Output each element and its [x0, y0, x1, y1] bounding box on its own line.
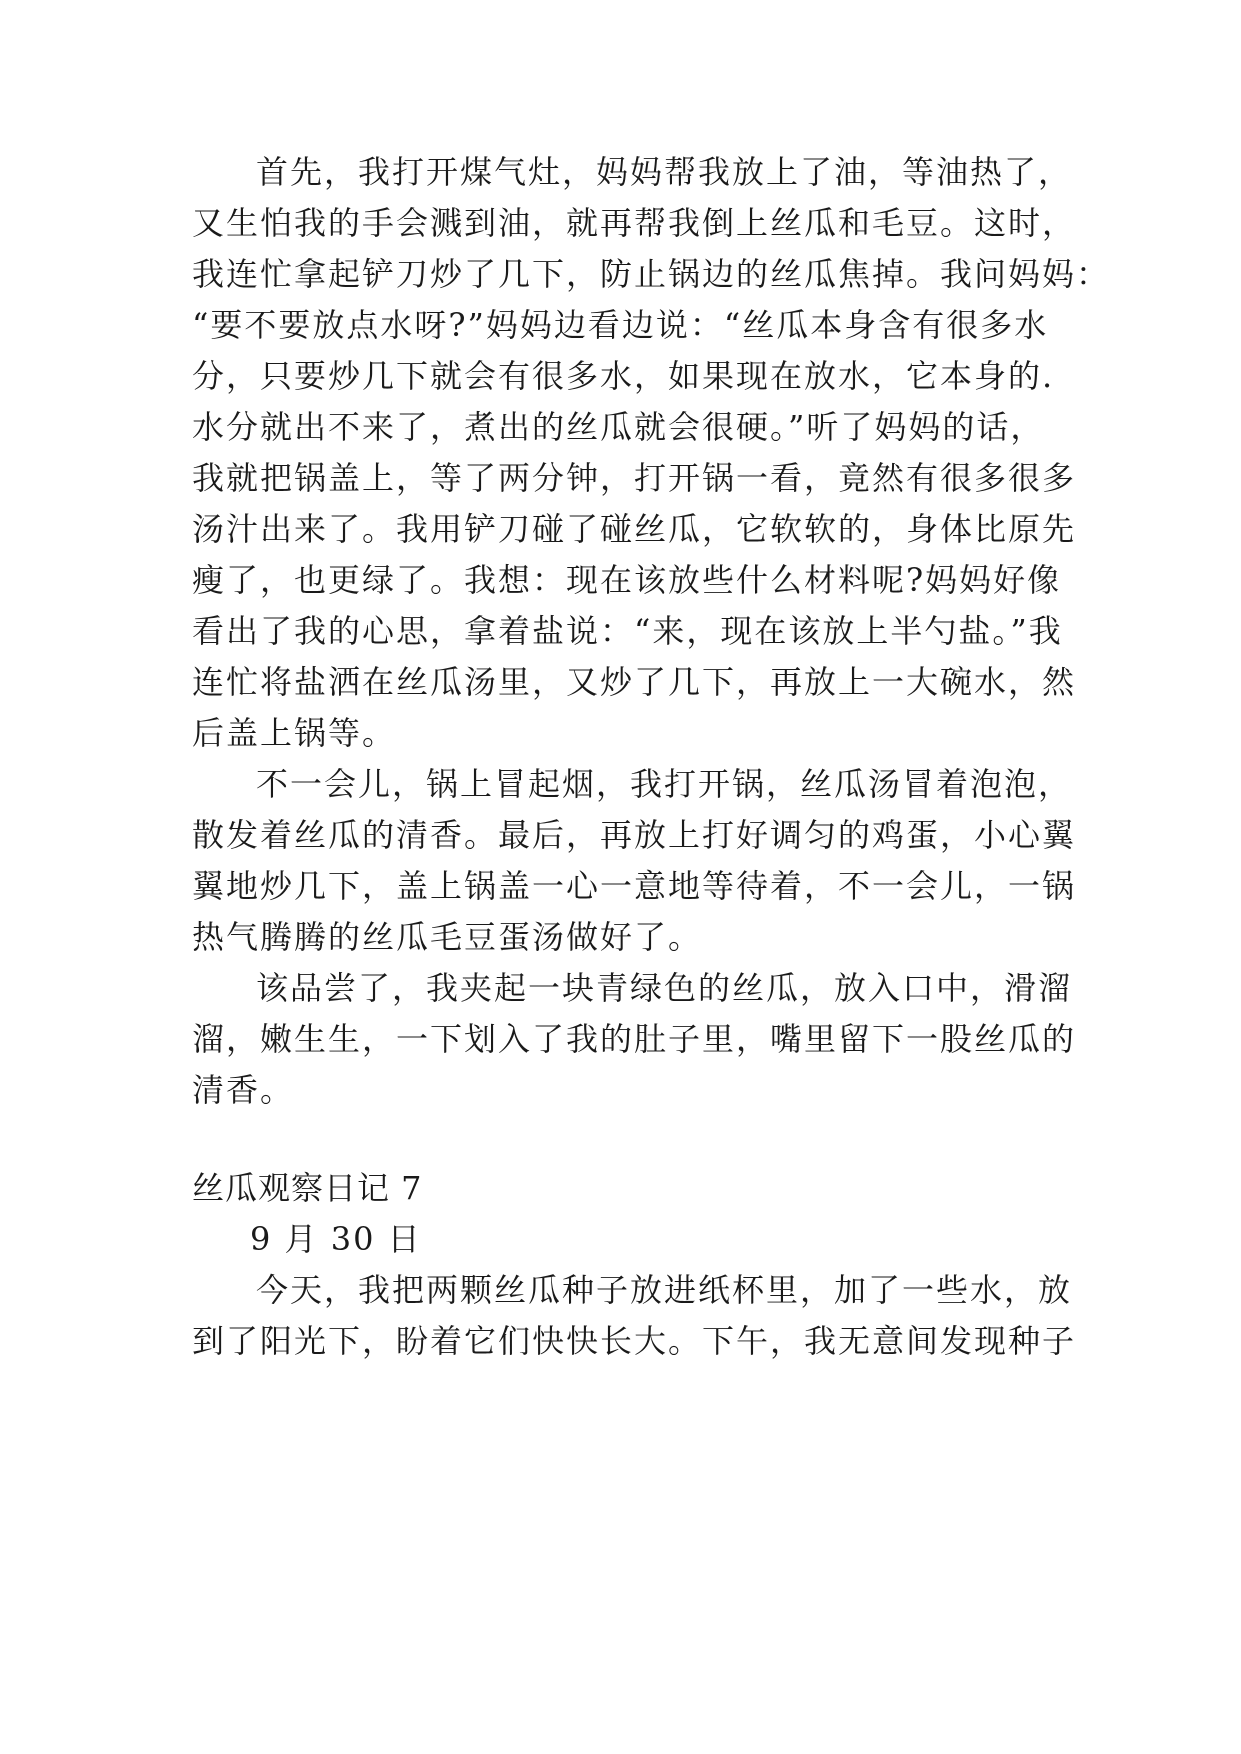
paragraph-1-line: 连忙将盐洒在丝瓜汤里，又炒了几下，再放上一大碗水，然	[192, 663, 1077, 701]
paragraph-1-line: 看出了我的心思，拿着盐说：“来，现在该放上半勺盐。”我	[192, 612, 1063, 650]
paragraph-4-line: 到了阳光下，盼着它们快快长大。下午，我无意间发现种子	[192, 1322, 1077, 1360]
paragraph-1-line: 分，只要炒几下就会有很多水，如果现在放水，它本身的.	[192, 357, 1055, 395]
paragraph-1-line: 瘦了，也更绿了。我想：现在该放些什么材料呢?妈妈好像	[192, 561, 1062, 599]
paragraph-3-line: 清香。	[192, 1071, 295, 1109]
paragraph-1-line: 我连忙拿起铲刀炒了几下，防止锅边的丝瓜焦掉。我问妈妈：	[192, 255, 1111, 293]
paragraph-2-line: 热气腾腾的丝瓜毛豆蛋汤做好了。	[192, 918, 703, 956]
section-heading: 丝瓜观察日记 7	[192, 1169, 423, 1207]
paragraph-1-line: 水分就出不来了，煮出的丝瓜就会很硬。”听了妈妈的话，	[192, 408, 1045, 446]
paragraph-2-line: 不一会儿，锅上冒起烟，我打开锅，丝瓜汤冒着泡泡，	[256, 765, 1073, 803]
paragraph-1-line: “要不要放点水呀?”妈妈边看边说：“丝瓜本身含有很多水	[192, 306, 1049, 344]
paragraph-1-line: 我就把锅盖上，等了两分钟，打开锅一看，竟然有很多很多	[192, 459, 1077, 497]
entry-date: 9 月 30 日	[250, 1220, 422, 1258]
paragraph-1-line: 首先，我打开煤气灶，妈妈帮我放上了油，等油热了，	[256, 153, 1073, 191]
paragraph-4-line: 今天，我把两颗丝瓜种子放进纸杯里，加了一些水，放	[256, 1271, 1073, 1309]
paragraph-1-line: 汤汁出来了。我用铲刀碰了碰丝瓜，它软软的，身体比原先	[192, 510, 1077, 548]
paragraph-1-line: 后盖上锅等。	[192, 714, 397, 752]
paragraph-3-line: 溜，嫩生生，一下划入了我的肚子里，嘴里留下一股丝瓜的	[192, 1020, 1077, 1058]
paragraph-2-line: 翼地炒几下，盖上锅盖一心一意地等待着，不一会儿，一锅	[192, 867, 1077, 905]
paragraph-2-line: 散发着丝瓜的清香。最后，再放上打好调匀的鸡蛋，小心翼	[192, 816, 1077, 854]
paragraph-3-line: 该品尝了，我夹起一块青绿色的丝瓜，放入口中，滑溜	[256, 969, 1073, 1007]
paragraph-1-line: 又生怕我的手会溅到油，就再帮我倒上丝瓜和毛豆。这时，	[192, 204, 1077, 242]
